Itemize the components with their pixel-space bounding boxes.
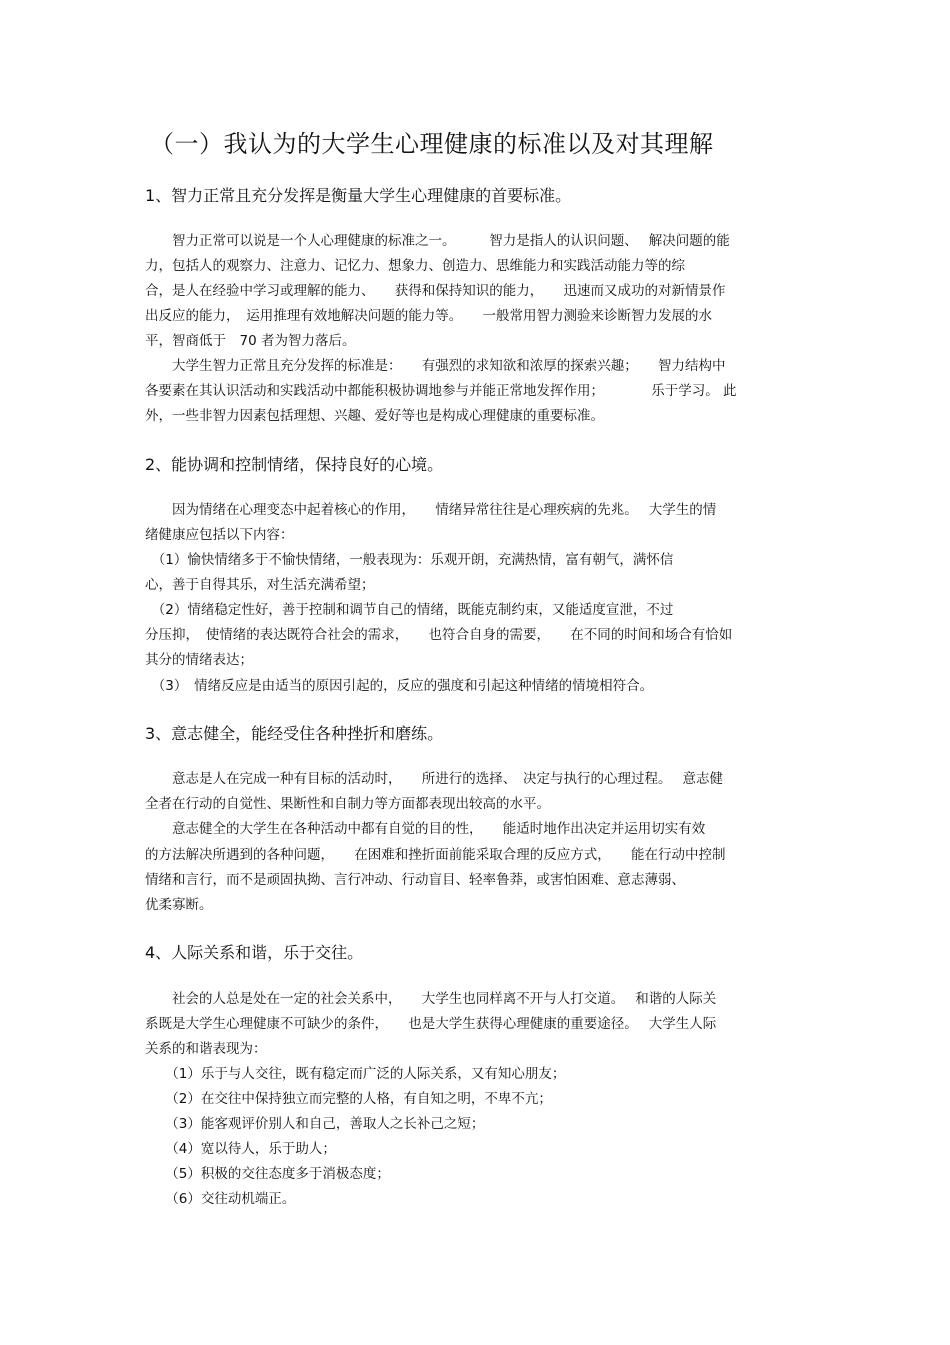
paragraph-line: 分压抑， 使情绪的表达既符合社会的需求， 也符合自身的需要， 在不同的时间和场合有恰如 [145,627,733,643]
list-item: （4）宽以待人，乐于助人； [145,1141,336,1157]
paragraph-line: 大学生智力正常且充分发挥的标准是： 有强烈的求知欲和浓厚的探索兴趣； 智力结构中 [145,358,726,374]
paragraph-line: （3） 情绪反应是由适当的原因引起的，反应的强度和引起这种情绪的情境相符合。 [145,678,654,694]
page-title: （一）我认为的大学生心理健康的标准以及对其理解 [150,130,714,158]
paragraph-line: 社会的人总是处在一定的社会关系中， 大学生也同样离不开与人打交道。 和谐的人际关 [145,991,717,1007]
paragraph-line: （1）愉快情绪多于不愉快情绪，一般表现为：乐观开朗，充满热情，富有朝气，满怀信 [145,552,674,568]
paragraph-line: 绪健康应包括以下内容： [145,527,294,543]
paragraph-line: 意志健全的大学生在各种活动中都有自觉的目的性， 能适时地作出决定并运用切实有效 [145,821,706,837]
paragraph-line: 合，是人在经验中学习或理解的能力、 获得和保持知识的能力， 迅速而又成功的对新情景作 [145,283,726,299]
paragraph-line: 关系的和谐表现为： [145,1041,267,1057]
paragraph-line: 心，善于自得其乐，对生活充满希望； [145,577,375,593]
list-item: （3）能客观评价别人和自己，善取人之长补己之短； [145,1116,485,1132]
paragraph-line: 因为情绪在心理变态中起着核心的作用， 情绪异常往往是心理疾病的先兆。 大学生的情 [145,502,717,518]
paragraph-line: 情绪和言行，而不是顽固执拗、言行冲动、行动盲目、轻率鲁莽，或害怕困难、意志薄弱、 [145,872,685,888]
paragraph-line: 各要素在其认识活动和实践活动中都能积极协调地参与并能正常地发挥作用； 乐于学习。 此 [145,383,737,399]
section-heading: 4、人际关系和谐，乐于交往。 [145,943,364,962]
list-item: （5）积极的交往态度多于消极态度； [145,1166,390,1182]
paragraph-line: 全者在行动的自觉性、果断性和自制力等方面都表现出较高的水平。 [145,796,550,812]
section-heading: 2、能协调和控制情绪，保持良好的心境。 [145,455,444,474]
list-item: （1）乐于与人交往，既有稳定而广泛的人际关系，又有知心朋友； [145,1066,566,1082]
list-item: （6）交往动机端正。 [145,1191,296,1207]
paragraph-line: 出反应的能力， 运用推理有效地解决问题的能力等。 一般常用智力测验来诊断智力发展的水 [145,308,712,324]
list-item: （2）在交往中保持独立而完整的人格，有自知之明，不卑不亢； [145,1091,552,1107]
paragraph-line: 外，一些非智力因素包括理想、兴趣、爱好等也是构成心理健康的重要标准。 [145,408,604,424]
paragraph-line: 优柔寡断。 [145,897,213,913]
paragraph-line: 的方法解决所遇到的各种问题， 在困难和挫折面前能采取合理的反应方式， 能在行动中控制 [145,847,726,863]
paragraph-line: 平，智商低于 70 者为智力落后。 [145,333,356,349]
paragraph-line: 意志是人在完成一种有目标的活动时， 所进行的选择、 决定与执行的心理过程。 意志健 [145,771,724,787]
paragraph-line: （2）情绪稳定性好，善于控制和调节自己的情绪，既能克制约束，又能适度宣泄，不过 [145,602,674,618]
section-heading: 3、意志健全，能经受住各种挫折和磨练。 [145,724,444,743]
paragraph-line: 力，包括人的观察力、注意力、记忆力、想象力、创造力、思维能力和实践活动能力等的综 [145,258,685,274]
paragraph-line: 智力正常可以说是一个人心理健康的标准之一。 智力是指人的认识问题、 解决问题的能 [145,233,730,249]
paragraph-line: 其分的情绪表达； [145,652,253,668]
paragraph-line: 系既是大学生心理健康不可缺少的条件， 也是大学生获得心理健康的重要途径。 大学生人际 [145,1016,717,1032]
section-heading: 1、智力正常且充分发挥是衡量大学生心理健康的首要标准。 [145,186,572,205]
